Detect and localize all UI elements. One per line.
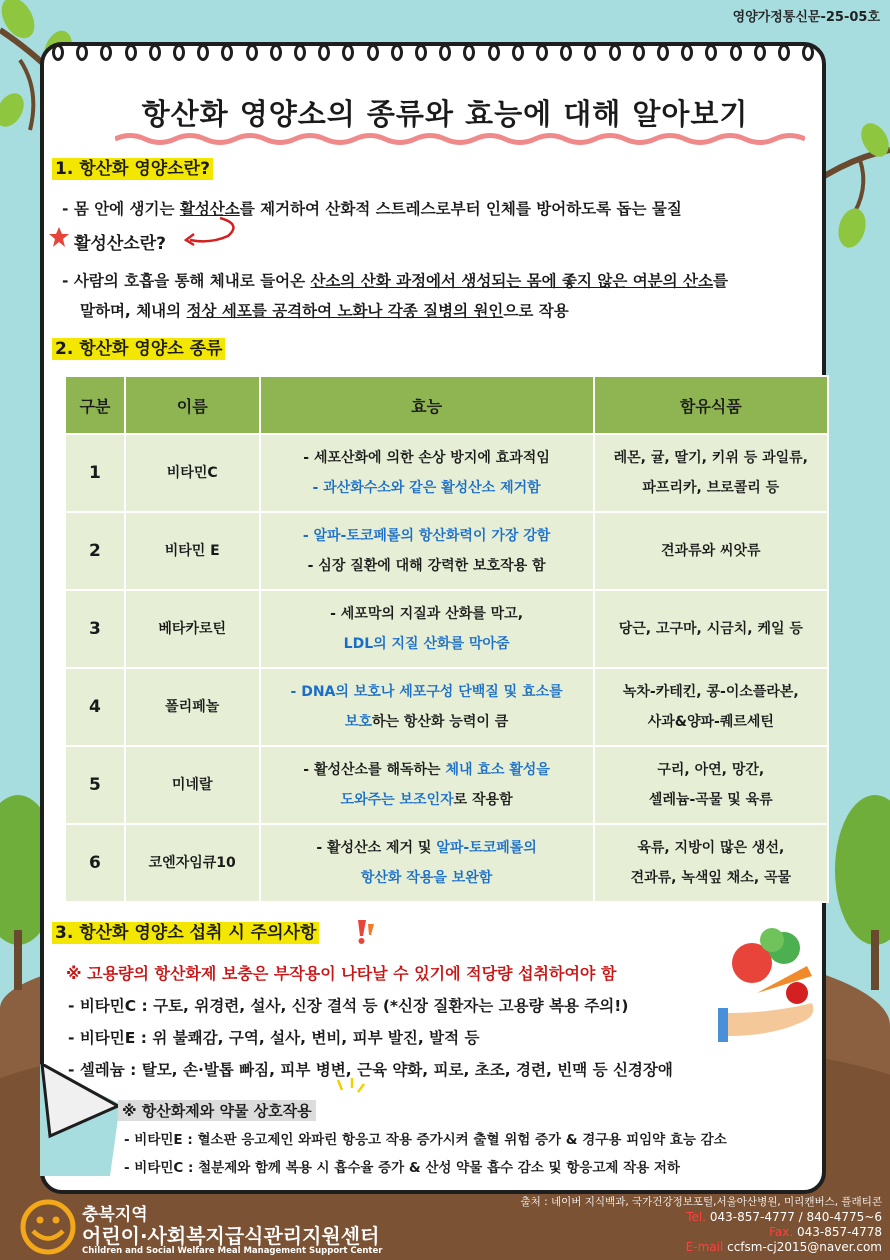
center-logo-icon: [18, 1198, 78, 1256]
interaction-item-vite: - 비타민E : 혈소판 응고제인 와파린 항응고 작용 증가시켜 출혈 위험 증가 & 경구용 피임약 효능 감소: [124, 1132, 727, 1148]
foods-line: 육류, 지방이 많은 생선,: [637, 840, 785, 856]
table-row: [65, 668, 828, 746]
effect-line: [262, 755, 592, 785]
active-oxygen-desc-2: [80, 299, 569, 321]
text: 으로 작용: [503, 302, 569, 320]
binding-ring: [270, 44, 282, 61]
tel-value: 043-857-4777 / 840-4775~6: [709, 1210, 882, 1224]
row-effect: [260, 590, 594, 668]
source-text: 출처 : 네이버 지식백과, 국가건강정보포털,서울아산병원, 미리캔버스, 플래티콘: [520, 1196, 882, 1208]
text: 를: [712, 272, 728, 290]
effect-line: [262, 833, 592, 863]
food-hand-icon: [712, 918, 822, 1048]
effect-line: - 과산화수소와 같은 활성산소 제거함: [312, 480, 541, 496]
foods-line: 녹차-카테킨, 콩-이소플라본,: [622, 684, 799, 700]
definition-line: [62, 197, 682, 219]
binding-ring: [633, 44, 645, 61]
binding-ring: [778, 44, 790, 61]
star-icon: [48, 226, 70, 248]
arrow-icon: [180, 214, 250, 250]
text: 체내 효소 활성을: [445, 762, 550, 778]
text: - 활성산소 제거 및: [316, 840, 437, 856]
binding-ring: [100, 44, 112, 61]
caution-item-selenium: - 셀레늄 : 탈모, 손·발톱 빠짐, 피부 병변, 근육 약화, 피로, 초조, 경련, 빈맥 등 신경장애: [68, 1061, 673, 1079]
effect-line: - 심장 질환에 대해 강력한 보호작용 함: [307, 558, 546, 574]
foods-line: 파프리카, 브로콜리 등: [642, 480, 780, 496]
effect-line: [262, 707, 592, 737]
row-foods: [594, 746, 828, 824]
binding-ring: [149, 44, 161, 61]
row-effect: [260, 668, 594, 746]
effect-line: - 세포산화에 의한 손상 방지에 효과적임: [303, 450, 550, 466]
row-number: 4: [65, 668, 125, 746]
issue-number: 영양가정통신문-25-05호: [732, 10, 880, 25]
effect-line: - DNA의 보호나 세포구성 단백질 및 효소를: [290, 684, 563, 700]
row-effect: [260, 746, 594, 824]
section-heading-2: 2. 항산화 영양소 종류: [52, 338, 225, 360]
text: 하는 항산화 능력이 큼: [371, 714, 509, 730]
table-row: [65, 590, 828, 668]
text: 보호: [344, 714, 372, 730]
binding-ring: [463, 44, 475, 61]
keyword: 활성산소: [179, 200, 240, 218]
email-label: E-mail: [685, 1240, 724, 1254]
header-name: 이름: [125, 376, 260, 434]
table-row: [65, 746, 828, 824]
row-name: 미네랄: [125, 746, 260, 824]
binding-ring: [318, 44, 330, 61]
table-row: [65, 824, 828, 902]
header-category: 구분: [65, 376, 125, 434]
row-effect: [260, 434, 594, 512]
keyword: 정상 세포를 공격하여 노화나 각종 질병의 원인: [186, 302, 504, 320]
antioxidant-table: [64, 375, 829, 903]
binding-ring: [657, 44, 669, 61]
sub-heading-active-oxygen: 활성산소란?: [74, 234, 166, 254]
active-oxygen-desc-1: [62, 269, 728, 291]
effect-line: - 세포막의 지질과 산화를 막고,: [330, 606, 524, 622]
binding-ring: [173, 44, 185, 61]
text: 로 작용함: [453, 792, 513, 808]
row-foods: [594, 824, 828, 902]
page-title: 항산화 영양소의 종류와 효능에 대해 알아보기: [141, 97, 749, 131]
text: - 사람의 호흡을 통해 체내로 들어온: [62, 272, 311, 290]
binding-ring: [246, 44, 258, 61]
binding-ring: [730, 44, 742, 61]
table-row: [65, 512, 828, 590]
sparkle-icon: [330, 1076, 370, 1100]
table-header-row: [65, 376, 828, 434]
row-name: 폴리페놀: [125, 668, 260, 746]
binding-ring: [512, 44, 524, 61]
row-foods: [594, 434, 828, 512]
warning-line: ※ 고용량의 항산화제 보충은 부작용이 나타날 수 있기에 적당량 섭취하여야 함: [66, 964, 617, 983]
binding-ring: [609, 44, 621, 61]
binding-ring: [391, 44, 403, 61]
foods-line: 견과류, 녹색잎 채소, 곡물: [630, 870, 792, 886]
binding-ring: [488, 44, 500, 61]
tel-label: Tel.: [686, 1210, 707, 1224]
binding-ring: [584, 44, 596, 61]
table-row: [65, 434, 828, 512]
row-effect: [260, 512, 594, 590]
foods-line: 사과&양파-퀘르세틴: [647, 714, 774, 730]
row-name: 비타민 E: [125, 512, 260, 590]
header-effect: 효능: [260, 376, 594, 434]
row-foods: 견과류와 씨앗류: [594, 512, 828, 590]
text: 도와주는 보조인자: [340, 792, 454, 808]
binding-ring: [754, 44, 766, 61]
fax-line: [769, 1225, 882, 1239]
binding-ring: [221, 44, 233, 61]
row-number: 6: [65, 824, 125, 902]
binding-ring: [367, 44, 379, 61]
text: 알파-토코페롤의: [436, 840, 537, 856]
row-effect: [260, 824, 594, 902]
binding-ring: [197, 44, 209, 61]
text: - 활성산소를 해독하는: [303, 762, 446, 778]
row-name: 코엔자임큐10: [125, 824, 260, 902]
section-heading-1: 1. 항산화 영양소란?: [52, 158, 213, 180]
org-region: 충북지역: [82, 1205, 148, 1225]
foods-line: 구리, 아연, 망간,: [657, 762, 765, 778]
foods-line: 셀레늄-곡물 및 육류: [648, 792, 773, 808]
binding-ring: [705, 44, 717, 61]
row-foods: 당근, 고구마, 시금치, 케일 등: [594, 590, 828, 668]
section-heading-3: 3. 항산화 영양소 섭취 시 주의사항: [52, 922, 319, 944]
page-curl: [40, 1064, 120, 1176]
tel-line: [686, 1210, 882, 1224]
binding-ring: [294, 44, 306, 61]
binding-ring: [342, 44, 354, 61]
effect-line: 항산화 작용을 보완함: [360, 870, 493, 886]
fax-value: 043-857-4778: [796, 1225, 882, 1239]
tree-right-icon: [835, 790, 890, 990]
email-line: [686, 1240, 882, 1254]
foods-line: 레몬, 귤, 딸기, 키위 등 과일류,: [613, 450, 809, 466]
text: 말하며, 체내의: [80, 302, 187, 320]
effect-line: LDL의 지질 산화를 막아줌: [343, 636, 510, 652]
row-name: 베타카로틴: [125, 590, 260, 668]
row-number: 5: [65, 746, 125, 824]
interaction-item-vitc: - 비타민C : 철분제와 함께 복용 시 흡수율 증가 & 산성 약물 흡수 감소 및 항응고제 작용 저하: [124, 1160, 680, 1176]
org-name: 어린이·사회복지급식관리지원센터: [82, 1224, 380, 1248]
binding-ring: [415, 44, 427, 61]
spiral-binding: [38, 44, 828, 64]
binding-ring: [802, 44, 814, 61]
binding-ring: [536, 44, 548, 61]
row-name: 비타민C: [125, 434, 260, 512]
row-foods: [594, 668, 828, 746]
fax-label: Fax.: [769, 1225, 794, 1239]
binding-ring: [52, 44, 64, 61]
caution-item-vite: - 비타민E : 위 불쾌감, 구역, 설사, 변비, 피부 발진, 발적 등: [68, 1029, 480, 1047]
row-number: 2: [65, 512, 125, 590]
exclamation-icon: [352, 918, 376, 946]
binding-ring: [439, 44, 451, 61]
row-number: 1: [65, 434, 125, 512]
effect-line: [262, 785, 592, 815]
binding-ring: [560, 44, 572, 61]
binding-ring: [681, 44, 693, 61]
header-foods: 함유식품: [594, 376, 828, 434]
binding-ring: [76, 44, 88, 61]
text: 를 제거하여 산화적 스트레스로부터 인체를 방어하도록 돕는 물질: [239, 200, 682, 218]
effect-line: - 알파-토코페롤의 항산화력이 가장 강함: [302, 528, 551, 544]
title-wave-underline: [115, 132, 805, 146]
email-value: ccfsm-cj2015@naver.com: [727, 1240, 882, 1254]
binding-ring: [125, 44, 137, 61]
row-number: 3: [65, 590, 125, 668]
drug-interaction-heading: ※ 항산화제와 약물 상호작용: [118, 1100, 316, 1121]
org-name-en: Children and Social Welfare Meal Management Support Center: [82, 1246, 383, 1256]
caution-item-vitc: - 비타민C : 구토, 위경련, 설사, 신장 결석 등 (*신장 질환자는 고용량 복용 주의!): [68, 997, 629, 1015]
keyword: 산소의 산화 과정에서 생성되는 몸에 좋지 않은 여분의 산소: [310, 272, 713, 290]
text: - 몸 안에 생기는: [62, 200, 180, 218]
